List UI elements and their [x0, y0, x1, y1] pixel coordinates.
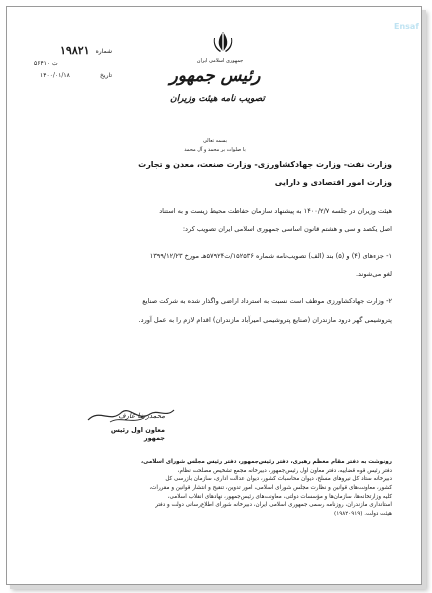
document-title: رئیس جمهور [169, 66, 261, 86]
body-paragraph-line-1: هیئت وزیران در جلسه ۱۴۰۰/۲/۷ به پیشنهاد سازمان حفاظت محیط زیست و به استناد [159, 207, 392, 215]
number-field [34, 44, 112, 58]
date-value: ۱۴۰۰/۰۱/۱۸ [40, 72, 70, 79]
copies-line-7: هیئت دولت. (۱۹۸۲۰۹۱۹) [334, 510, 392, 517]
blessing-line-2: با صلوات بر محمد و آل محمد [184, 147, 246, 153]
date-field [34, 72, 112, 82]
number-value: ۱۹۸۲۱ [60, 44, 90, 57]
blessing-line-1: بسمه تعالی [202, 138, 228, 144]
copies-line-5: کلیه وزارتخانه‌ها، سازمان‌ها و مؤسسات دولتی، معاونت‌های رئیس‌جمهور، نهادهای انقلاب اسلامی، [167, 493, 392, 500]
item-1-line-2: لغو می‌شوند. [355, 270, 392, 278]
signatory-title: معاون اول رئیس جمهور [110, 426, 165, 442]
recipients-line-1: وزارت نفت- وزارت جهادکشاورزی- وزارت صنعت، معدن و تجارت [138, 160, 392, 169]
body-paragraph-line-2: اصل یکصد و سی و هشتم قانون اساسی جمهوری اسلامی ایران تصویب کرد: [182, 225, 392, 233]
document-subtitle: تصویب نامه هیئت وزیران [170, 94, 265, 104]
copies-line-4: کشور، معاونت‌های قوانین و نظارت مجلس شورای اسلامی، امور تدوین، تنقیح و انتشار قوانین و مقررات، [149, 484, 392, 491]
copies-line-2: دفتر رئیس قوه قضاییه، دفتر معاون اول رئیس‌جمهور، دبیرخانه مجمع تشخیص مصلحت نظام، [177, 467, 392, 474]
signatory-name: محمدرضا عارف [118, 412, 165, 420]
number-suffix: ت ۵۶۴۱۰ [34, 60, 58, 67]
date-label: تاریخ [100, 72, 112, 79]
copies-block [42, 458, 392, 519]
org-line: جمهوری اسلامی ایران [196, 58, 244, 64]
item-1-line-1: ۱- جزءهای (۴) و (۵) بند (الف) تصویب‌نامه شماره ۱۵۲۵۳۶/ت۵۷۹۲۴هـ مورخ ۱۳۹۹/۱۲/۲۳ [149, 252, 392, 260]
number-suffix-field [34, 60, 112, 70]
ensaf-logo: Ensaf [394, 22, 419, 31]
recipients-line-2: وزارت امور اقتصادی و دارایی [274, 178, 392, 187]
number-label: شماره [95, 48, 112, 55]
item-2-line-1: ۲- وزارت جهادکشاورزی موظف است نسبت به استرداد اراضی واگذار شده به شرکت صنایع [142, 297, 392, 305]
item-2-line-2: پتروشیمی گهر درود مازندران (صنایع پتروشیمی امیرآباد مازندران) اقدام لازم را به عمل آورد. [138, 316, 392, 324]
copies-line-1: رونوشت به دفتر مقام معظم رهبری، دفتر رئیس‌جمهور، دفتر رئیس مجلس شورای اسلامی، [141, 459, 392, 465]
copies-line-3: دبیرخانه ستاد کل نیروهای مسلح، دیوان محاسبات کشور، دیوان عدالت اداری، سازمان بازرسی کل [165, 476, 392, 483]
copies-line-6: استانداری مازندران، روزنامه رسمی جمهوری اسلامی ایران، دبیرخانه شورای اطلاع‌رسانی دولت و دفتر [155, 502, 392, 509]
iran-emblem-icon [210, 30, 236, 56]
